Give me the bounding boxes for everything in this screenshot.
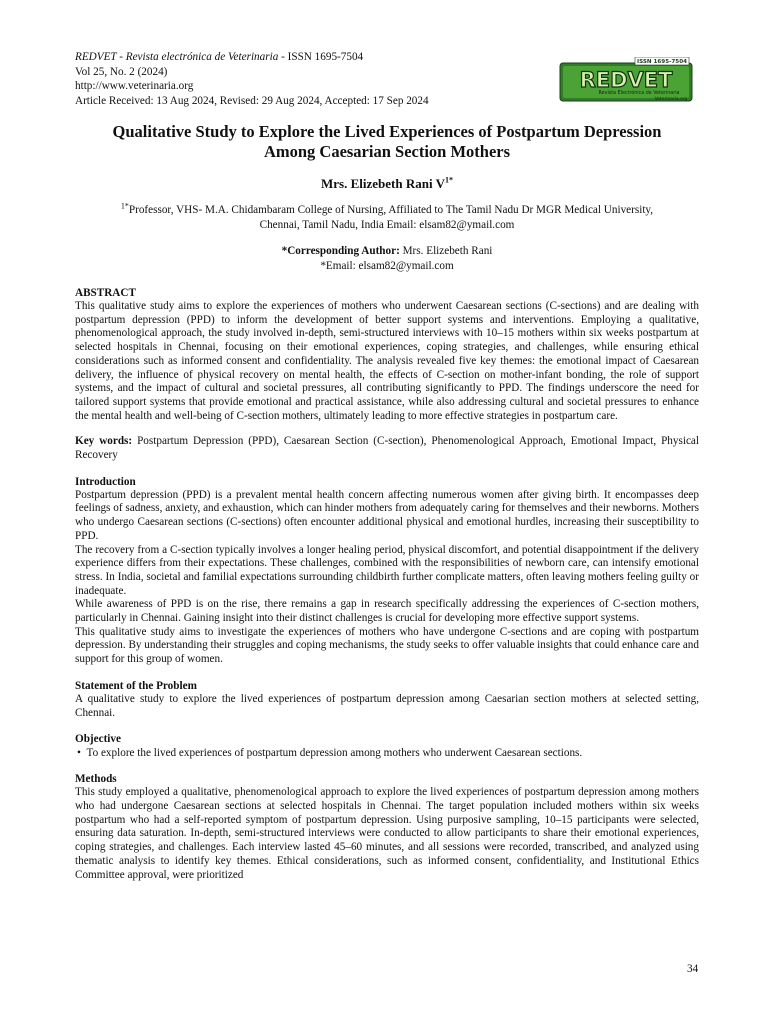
- title-line-1: Qualitative Study to Explore the Lived Experiences of Postpartum Depression: [112, 122, 662, 141]
- redvet-logo: [559, 57, 694, 105]
- introduction-paragraph: The recovery from a C-section typically involves a longer healing period, physical discomfort, and potential disappointment if the delivery experience differs from their expectations. These challenges, combined with the responsibilities of newborn care, can intensify emotional stress. In India, societal and familial expectations surrounding childbirth further complicate matters, often leaving mothers feeling guilty or inadequate.: [75, 543, 699, 597]
- journal-name: REDVET - Revista electrónica de Veterinaria: [75, 51, 279, 63]
- affiliation: [75, 203, 699, 233]
- logo-wordmark: REDVET: [579, 68, 673, 92]
- author-superscript: 1*: [444, 175, 453, 185]
- keywords-label: Key words:: [75, 435, 133, 448]
- author-line: [75, 176, 699, 192]
- corresponding-label: *Corresponding Author:: [281, 245, 400, 257]
- volume-line: Vol 25, No. 2 (2024): [75, 65, 168, 78]
- affiliation-line-1: Professor, VHS- M.A. Chidambaram College of Nursing, Affiliated to The Tamil Nadu Dr MGR Medical University,: [128, 204, 654, 216]
- problem-text: A qualitative study to explore the lived experiences of postpartum depression among Caesarian section mothers at selected setting, Chennai.: [75, 692, 699, 719]
- corresponding-author: [75, 244, 699, 273]
- title-line-2: Among Caesarian Section Mothers: [263, 142, 511, 161]
- problem-heading: Statement of the Problem: [75, 679, 197, 692]
- introduction-paragraph: Postpartum depression (PPD) is a prevalent mental health concern affecting numerous women after giving birth. It encompasses deep feelings of sadness, anxiety, and exhaustion, which can hinder mothers from adequately caring for themselves and their newborns. Mothers who undergo Caesarean sections (C-sections) often encounter additional physical and emotional hurdles, increasing their susceptibility to PPD.: [75, 488, 699, 542]
- bullet-icon: •: [77, 747, 81, 760]
- article-title: [75, 122, 699, 162]
- affiliation-superscript: 1*: [120, 201, 129, 211]
- logo-tagline: Revista Electrónica de Veterinaria: [598, 91, 680, 96]
- logo-site: Veterinaria.org: [654, 97, 688, 102]
- introduction-paragraph: While awareness of PPD is on the rise, there remains a gap in research specifically addressing the experiences of C-section mothers, particularly in Chennai. Gaining insight into their distinct challenges is crucial for developing more effective support systems.: [75, 598, 699, 625]
- journal-issn: - ISSN 1695-7504: [278, 51, 364, 63]
- methods-heading: Methods: [75, 773, 117, 786]
- objective-item: [75, 746, 699, 760]
- journal-header: [75, 50, 699, 110]
- corresponding-email: *Email: elsam82@ymail.com: [320, 259, 454, 272]
- affiliation-line-2: Chennai, Tamil Nadu, India Email: elsam82@ymail.com: [259, 219, 515, 231]
- page-number: 34: [687, 963, 699, 975]
- objective-text: To explore the lived experiences of postpartum depression among mothers who underwent Caesarean sections.: [86, 747, 583, 760]
- keywords-text: Postpartum Depression (PPD), Caesarean Section (C-section), Phenomenological Approach, Emotional Impact, Physical Recovery: [75, 435, 699, 462]
- logo-issn-badge: ISSN 1695-7504: [637, 59, 687, 66]
- article-page: [75, 50, 699, 882]
- abstract-heading: ABSTRACT: [75, 287, 136, 299]
- introduction-heading: Introduction: [75, 475, 136, 488]
- abstract-text: This qualitative study aims to explore the experiences of mothers who underwent Caesarean sections (C-sections) and are dealing with postpartum depression (PPD) to inform the development of better support systems and interventions. Employing a qualitative, phenomenological approach, the study involved in-depth, semi-structured interviews with 10–15 mothers within six weeks postpartum at selected hospitals in Chennai, focusing on their emotional experiences, coping strategies, and challenges, while ensuring ethical considerations such as informed consent and confidentiality. The analysis revealed five key themes: the emotional impact of Caesarean delivery, the influence of physical recovery on mental health, the effects of C-section on mother-infant bonding, the role of support systems, and the impact of cultural and societal pressures, all contributing significantly to PPD. The findings underscore the need for tailored support systems that provide emotional and practical assistance, while also addressing cultural and societal pressures to enhance the mental health and well-being of C-section mothers, ultimately leading to more effective strategies in postpartum care.: [75, 300, 699, 422]
- objective-heading: Objective: [75, 733, 121, 746]
- introduction-paragraph: This qualitative study aims to investigate the experiences of mothers who have undergone C-sections and are coping with postpartum depression. By understanding their struggles and coping mechanisms, the study seeks to offer valuable insights that could enhance care and support for this group of women.: [75, 625, 699, 666]
- article-dates: Article Received: 13 Aug 2024, Revised: 29 Aug 2024, Accepted: 17 Sep 2024: [75, 94, 429, 107]
- keywords: [75, 435, 699, 462]
- methods-text: This study employed a qualitative, phenomenological approach to explore the lived experiences of postpartum depression among mothers who had undergone Caesarean sections at selected hospitals in Chennai. The target population included mothers within six weeks postpartum who had a self-reported symptom of postpartum depression. Using purposive sampling, 10–15 participants were selected, ensuring data saturation. In-depth, semi-structured interviews were conducted to allow participants to share their emotional experiences, coping strategies, and challenges. Each interview lasted 45–60 minutes, and all sessions were recorded, transcribed, and analyzed using thematic analysis to identify key themes. Ethical considerations, such as informed consent, confidentiality, and Institutional Ethics Committee approval, were prioritized: [75, 786, 699, 881]
- journal-url[interactable]: http://www.veterinaria.org: [75, 80, 194, 92]
- author-name: Mrs. Elizebeth Rani V: [321, 176, 445, 191]
- corresponding-name: Mrs. Elizebeth Rani: [399, 245, 493, 257]
